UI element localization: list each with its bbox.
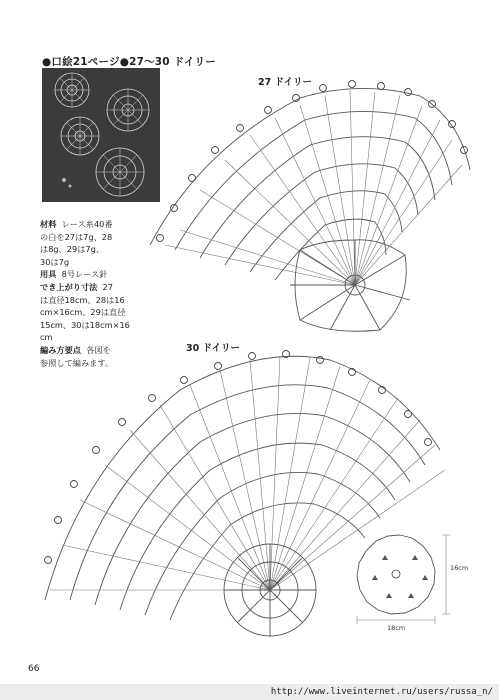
tools-key: 用具 <box>40 269 57 280</box>
doily-30-label: 30 ドイリー <box>186 343 241 354</box>
tools-line: 8号レース針 <box>61 269 108 280</box>
doily-27-chart <box>150 81 470 332</box>
materials-line: の白を27は7g、28 <box>40 231 113 242</box>
doily-27-label: 27 ドイリー <box>258 77 313 88</box>
materials-key: 材料 <box>40 219 57 229</box>
height-dimension: 16cm <box>450 564 469 572</box>
size-line: cm×16cm、29は直径 <box>40 307 126 318</box>
header-bullet-1: ● <box>42 56 52 68</box>
method-line: 参照して編みます。 <box>40 357 114 368</box>
materials-line: は8g、29は7g、 <box>40 244 104 255</box>
size-key: でき上がり寸法 <box>40 281 98 292</box>
size-line: 27 <box>102 281 113 292</box>
method-line: 各図を <box>86 344 111 355</box>
size-diagram <box>357 535 450 624</box>
method-key: 編み方要点 <box>40 344 81 355</box>
materials-line: レース糸40番 <box>61 219 113 229</box>
materials-line: 30は7g <box>40 256 70 267</box>
doily-30-chart <box>45 351 446 637</box>
width-dimension: 18cm <box>387 624 406 632</box>
size-line: 15cm、30は18cm×16 <box>40 319 130 330</box>
footer-bar <box>0 684 499 700</box>
size-line: cm <box>40 332 53 343</box>
header-text-2: 27〜30 ドイリー <box>129 56 216 68</box>
size-line: は直径18cm、28は16 <box>40 294 125 305</box>
header-text-1: 口絵21ページ <box>51 56 120 68</box>
header-bullet-2: ● <box>119 56 130 68</box>
page-number: 66 <box>28 664 40 674</box>
footer-url[interactable]: http://www.liveinternet.ru/users/russa_n/ <box>270 687 493 697</box>
